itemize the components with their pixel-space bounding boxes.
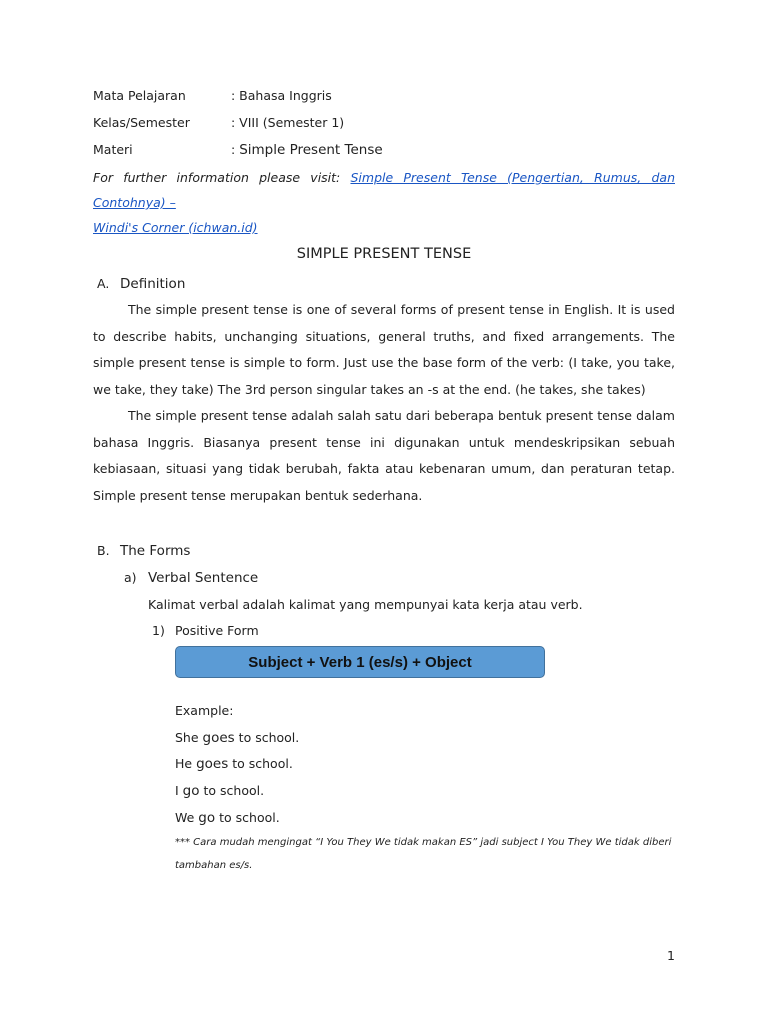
page-title: SIMPLE PRESENT TENSE [296,246,472,262]
example-verb: goes [202,730,235,746]
subject-value: : Bahasa Inggris [231,88,332,103]
definition-paragraph-en: The simple present tense is one of several forms of present tense in English. It is used to describe habits, unchanging situations, general truths, and fixed arrangements. The simple present tense is simple to form. Just use the base form of the verb: (I take, you take, we take, they take) The 3rd person singular takes an -s at the end. (he takes, she takes) [93,302,675,397]
example-sentence [175,781,264,801]
info-link-line2: Windi's Corner (ichwan.id) [93,220,258,235]
material-value-line [231,140,383,160]
example-subject: She [175,730,203,745]
example-label: Example: [175,703,234,718]
item-1-marker: 1) [152,623,165,638]
example-rest: to school. [199,783,265,798]
material-value: Simple Present Tense [239,142,383,158]
example-sentence [175,728,299,748]
section-b-marker: B. [97,543,110,558]
example-verb: go [182,783,200,799]
sub-a-heading: Verbal Sentence [148,570,259,586]
section-a-marker: A. [97,276,110,291]
info-prefix: For further information please visit: [93,170,351,185]
example-subject: He [175,756,197,771]
example-verb: go [198,810,216,826]
material-label: Materi [93,142,133,157]
item-1-heading: Positive Form [175,623,259,638]
formula-box: Subject + Verb 1 (es/s) + Object [175,646,545,678]
sub-a-description: Kalimat verbal adalah kalimat yang mempunyai kata kerja atau verb. [148,597,583,612]
info-link-line1: Simple Present Tense (Pengertian, Rumus, dan Contohnya) – [93,170,675,210]
section-a-heading: Definition [120,276,186,292]
example-rest: to school. [215,810,280,825]
info-paragraph [93,165,675,240]
example-rest: to school. [228,756,293,771]
example-sentence [175,754,293,774]
material-colon: : [231,142,240,157]
example-subject: I [175,783,183,798]
example-rest: to school. [234,730,300,745]
class-label: Kelas/Semester [93,115,190,130]
subject-label: Mata Pelajaran [93,88,186,103]
class-value: : VIII (Semester 1) [231,115,345,130]
example-verb: goes [196,756,229,772]
definition-paragraph-id: The simple present tense adalah salah satu dari beberapa bentuk present tense dalam bahasa Inggris. Biasanya present tense ini digunakan untuk mendeskripsikan sebuah kebiasaan, situasi yang tidak berubah, fakta atau kebenaran umum, dan peraturan tetap. Simple present tense merupakan bentuk sederhana. [93,408,675,503]
section-b-heading: The Forms [120,543,191,559]
sub-a-marker: a) [124,570,137,585]
page-number: 1 [667,948,675,963]
example-sentence [175,808,280,828]
memory-tip-note: *** Cara mudah mengingat “I You They We tidak makan ES” jadi subject I You They We tidak diberi tambahan es/s. [175,837,672,871]
example-subject: We [175,810,199,825]
